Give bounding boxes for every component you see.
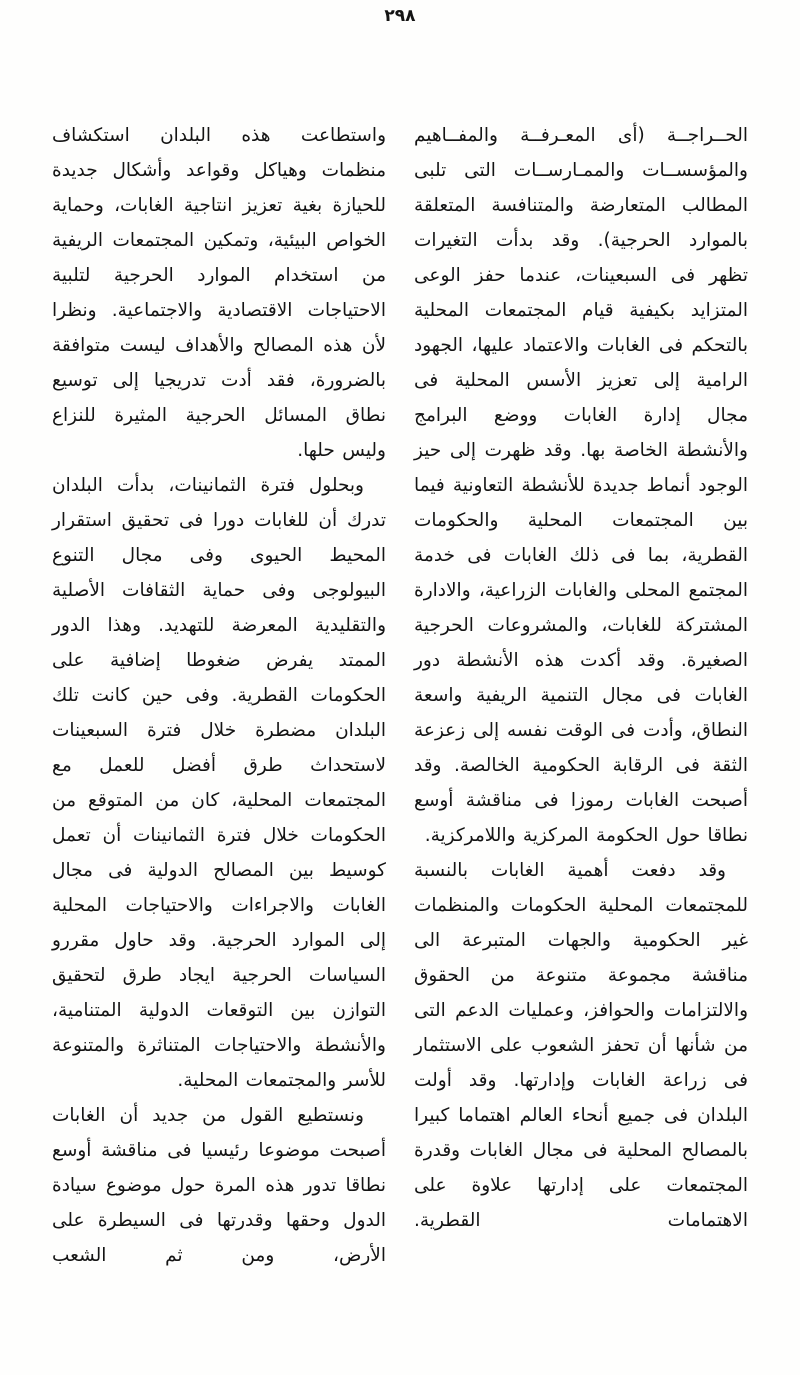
paragraph-right-1: الحــراجــة (أى المعـرفــة والمفــاهيم والمؤسســات والممـارســات التى تلبى المطالب المتعارضة والمتنافسة المتعلقة بالموارد الحرجية). وقد بدأت التغيرات تظهر فى السبعينات، عندما حفز الوعى المتزايد بكيفية قيام المجتمعات المحلية بالتحكم فى الغابات والاعتماد عليها، الجهود الرامية إلى تعزيز الأسس المحلية فى مجال إدارة الغابات ووضع البرامج والأنشطة الخاصة بها. وقد ظهرت إلى حيز الوجود أنماط جديدة للأنشطة التعاونية فيما بين المجتمعات المحلية والحكومات القطرية، بما فى ذلك الغابات فى خدمة المجتمع المحلى والغابات الزراعية، والادارة المشتركة للغابات، والمشروعات الحرجية الصغيرة. وقد أكدت هذه الأنشطة دور الغابات فى مجال التنمية الريفية واسعة النطاق، وأدت فى الوقت نفسه إلى زعزعة الثقة فى الرقابة الحكومية الخالصة. وقد أصبحت الغابات رموزا فى مناقشة أوسع نطاقا حول الحكومة المركزية واللامركزية. — [414, 125, 748, 846]
paragraph-right-2: وقد دفعت أهمية الغابات بالنسبة للمجتمعات المحلية الحكومات والمنظمات غير الحكومية والجهات المتبرعة الى مناقشة مجموعة متنوعة من الحقوق والالتزامات والحوافز، وعمليات الدعم التى من شأنها أن تحفز الشعوب على الاستثمار فى زراعة الغابات وإدارتها. وقد أولت البلدان فى جميع أنحاء العالم اهتماما كبيرا بالمصالح المحلية فى مجال الغابات وقدرة المجتمعات على إدارتها علاوة على الاهتمامات القطرية. — [414, 860, 748, 1231]
paragraph-left-1: واستطاعت هذه البلدان استكشاف منظمات وهياكل وقواعد وأشكال جديدة للحيازة بغية تعزيز انتاجية الغابات، وحماية الخواص البيئية، وتمكين المجتمعات الريفية من استخدام الموارد الحرجية لتلبية الاحتياجات الاقتصادية والاجتماعية. ونظرا لأن هذه المصالح والأهداف ليست متوافقة بالضرورة، فقد أدت تدريجيا إلى توسيع نطاق المسائل الحرجية المثيرة للنزاع وليس حلها. — [52, 125, 386, 461]
paragraph-left-2: وبحلول فترة الثمانينات، بدأت البلدان تدرك أن للغابات دورا فى تحقيق استقرار المحيط الحيوى وفى مجال التنوع البيولوجى وفى حماية الثقافات الأصلية والتقليدية المعرضة للتهديد. وهذا الدور الممتد يفرض ضغوطا إضافية على الحكومات القطرية. وفى حين كانت تلك البلدان مضطرة خلال فترة السبعينات لاستحداث طرق أفضل للعمل مع المجتمعات المحلية، كان من المتوقع من الحكومات خلال فترة الثمانينات أن تعمل كوسيط بين المصالح الدولية فى مجال الغابات والاجراءات والاحتياجات المحلية إلى الموارد الحرجية. وقد حاول مقررو السياسات الحرجية ايجاد طرق لتحقيق التوازن بين التوقعات الدولية المتنامية، والأنشطة والاحتياجات المتناثرة والمتنوعة للأسر والمجتمعات المحلية. — [52, 475, 386, 1091]
paragraph-left-3: ونستطيع القول من جديد أن الغابات أصبحت موضوعا رئيسيا فى مناقشة أوسع نطاقا تدور هذه المرة حول موضوع سيادة الدول وحقها وقدرتها فى السيطرة على الأرض، ومن ثم الشعب — [52, 1105, 386, 1266]
left-column — [52, 118, 386, 1273]
right-column — [414, 118, 748, 1273]
page-number: ٢٩٨ — [384, 6, 416, 26]
text-columns — [0, 118, 800, 1273]
